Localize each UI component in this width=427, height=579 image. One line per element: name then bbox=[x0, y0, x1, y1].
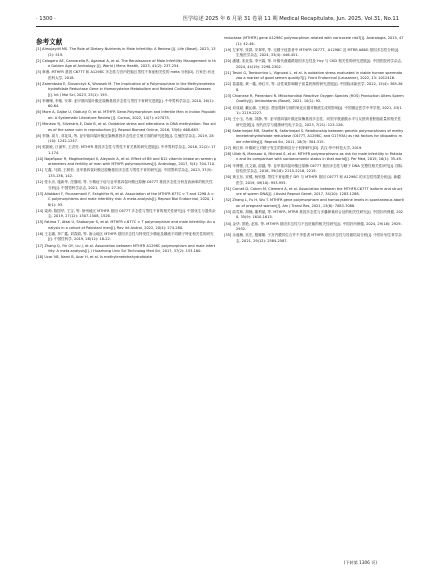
reference-item: [33] 曲雪林, 胡楠, 董利斌, 等. MTHFR, MTRR 基因多态性与多囊卵巢综合征的相关性研究[J]. 中国妇幼保健, 2020, 35(9): 1610-1615. bbox=[224, 209, 404, 220]
reference-item: [32] Zhang L, Fu H, Wu T. MTHFR gene polymorphism and homocysteine levels in spontaneous abortion of pregnant women[J]. Am J Transl Res, 2021, 13(6): 7083-7088. bbox=[224, 198, 405, 208]
reference-item: [34] 金华, 蔡艳, 赵伟, 等. MTHFR 基因多态性与不良妊娠的相关性研究[J]. 中国妇幼保健, 2024, 29(18): 2929-2932. bbox=[224, 221, 402, 231]
continued-note: (下转第 1306 页) bbox=[343, 560, 377, 565]
reference-item: [28] Ullah N, Mansoor A, Micheal S, et al. MTHFR polymorphisms as risk for male infertility in Pakistan and its comparison with socioeconomic status in that world[J]. Per Med, 2019, 16(1): 35-49. bbox=[224, 151, 403, 162]
reference-item: [19] 左家军, 张群, 安翠军, 等. 无精子症患者中 MTHFR C677T、A1298C 及 MTRR A66G 基因多态性分析[J]. 生殖医学杂志, 2024, 33(4): 446-451. bbox=[224, 47, 400, 58]
reference-item: [11] 左鑫, 马娟, 王树松. 亚甲基四氢叶酸还原酶基因多态性与男性不育的研究[J]. 中国男科学杂志, 2023, 37(5): 133-136, 142. bbox=[36, 168, 213, 178]
reference-item: [8] 李静, 周力, 邓花凤, 等. 亚甲基四氢叶酸还原酶基因多态性在生殖方面的研究进展[J]. 生殖医学杂志, 2019, 28(10): 1242-1247. bbox=[36, 133, 214, 144]
reference-item: [4] Zarembska E, Ślusarczyk K, Wrzosek M. The Implication of a Polymorphism in the Methylenetetrahydrofolate Reductase Gene in Homocysteine Metabolism and Related Civilisation Diseases [J]. Int J Mol Sci, 2023, 25(1): 193. bbox=[36, 81, 215, 97]
reference-item: [26] Safarinejad MR, Shafiei N, Safarinejad S. Relationship between genetic polymorphisms of methylenetetrahydrofolate reductase (C677T, A1298C, and G1793A) as risk factors for idiopathic male infertility[J]. Reprod Sci, 2011, 18(3): 304-315. bbox=[224, 128, 404, 144]
references-left-column bbox=[36, 47, 216, 261]
reference-item: [5] 李珊珊, 李敏, 安翠. 亚甲基四氢叶酸还原酶基因多态性与男性不育研究进展[J]. 中华男科学杂志, 2010, 16(1): 60-64. bbox=[36, 98, 215, 109]
reference-item: [21] Tesini G, Tamburrino L, Vignozzi L, et al. Is oxidative stress evaluated in viable human spermatozoa a marker of good semen quality?[J]. Front Endocrinol (Lausanne), 2022, 13: 1012416. bbox=[224, 70, 403, 81]
reference-item: [30] 黄玉东, 宋蝶, 杨钦强. 男性不育症精子 DFI 与 MTHFR 基因 C677T 和 A1298C 的多态性结果分析[J]. 新疆医学, 2019, 49(10): 953-955. bbox=[224, 175, 401, 185]
reference-item: [14] 索帅, 陈国华, 王宝, 等. 徐州地区 MTHFR 基因 C677T 多态性与男性不育的相关性研究[J]. 中国优生与遗传杂志, 2019, 27(12): 1507-1508, 1526. bbox=[36, 208, 216, 219]
reference-item: [3] 章谯. MTHFR 基因 C677T 和 A1298C 多态性与宫内妊娠区男性不育症相关性的 meta 分析[D]. 石家庄:河北医科大学, 2018. bbox=[36, 70, 215, 80]
page-number: · 1300 · bbox=[36, 16, 56, 22]
reference-item: [15] Fatima T, Afzal U, Shabaryar S, et al. MTHFR c.677C > T polymorphism and male infertility: An analysis in a cohort of Pakistani men[J]. Rev Int Androl, 2022, 20(4): 274-280. bbox=[36, 220, 216, 230]
reference-item: [20] 潘婕, 宋炎春, 李兴霖, 等. 叶酸代谢通路基因多态性及 Hcy 与 CKD 相关性的研究进展[J]. 中国医院药学杂志, 2024, 44(19): 2298-2302. bbox=[224, 59, 403, 69]
reference-item: [23] Chianese R, Pierantoni R. Mitochondrial Reactive Oxygen Species (ROS) Production Alters Sperm Quality[J]. Antioxidants (Basel), 2021, 10(1): 92. bbox=[224, 93, 404, 104]
reference-item: [9] 郭凯敏, 日丽军, 王洪亮. MTHFR 基因多态性与男性不育关系的研究进展[J]. 中华男科学杂志, 2016, 22(2): 171-174. bbox=[36, 145, 216, 155]
reference-item: [2] Calogero AE, Cannarella R, Agarwal A, et al. The Renaissance of Male Infertility Management in the Golden Age of Andrology [J]. World J Mens Health, 2023, 41(2): 237-254. bbox=[36, 58, 216, 69]
journal-info: 医学综述 2025 年 6 月第 31 卷第 11 期 Medical Recapitulate, Jun. 2025, Vol.31, No.11 bbox=[182, 16, 399, 22]
reference-item: [25] 王小玉, 马雨, 刘静, 等. 亚甲基四氢叶酸还原酶基因多态性、同型半胱氨酸水平与反胚育者胚胎质量的相关性研究进展[J]. 现代医学与健康研究电子杂志, 2023, 7(21): 123-126. bbox=[224, 117, 402, 127]
reference-item: [16] 王志娜, 李广鑫, 刘春娟, 等. 唐山地区 MTHFR 基因多态性与特发性少精症及精液不同精子特征相关性的研究[J]. 中国性科学, 2019, 28(12): 18-22. bbox=[36, 231, 214, 242]
reference-item: [29] 辛博蕾, 沈文斌, 邸越, 等. 亚甲基四氢叶酸还原酶 C677T 基因多态性与精子 DNA 完整性相关性研究[J]. 国际检验医学杂志, 2018, 39(18): 2215-2216, 2219. bbox=[224, 163, 403, 174]
reference-item: [6] More A, Gajbe U, Olatunji O, et al. MTHFR Gene-Polymorphism and Infertile Men in Indian Population: A Systematic Literature Review [J]. Cureus, 2022, 14(7): e27075. bbox=[36, 110, 216, 120]
reference-item: [18] Ucar VB, Nami B, Acar H, et al. Is methylenetetrahydrofolate bbox=[36, 255, 152, 260]
reference-item: [17] Zhang Q, Yin GY, Liu J, et al. Association between MTHFR A1298C polymorphism and male infertility: A meta-analysis[J]. J Huazhong Univ Sci Technolog Med Sci, 2017, 37(2): 153-160. bbox=[36, 243, 216, 253]
reference-item: [22] 葛嘉歆, 黄一鑫, 徐红平, 等. 活性氧影响精子质量机制的研究进展[J]. 中国临床新医学, 2022, 15(4): 365-368. bbox=[224, 82, 403, 92]
reference-item: [12] 张永乐, 施新华, 任继明, 等. 少精症子症与亚甲基四氢叶酸还原酶 C677T 基因多态性分析及致病率的相关性分析[J]. 中国男科学杂志, 2021, 35(2): 27-30. bbox=[36, 180, 213, 190]
reference-item: [10] Najafipour R, Moghbelinejad S, Aleyasin A, et al. Effect of B9 and B12 vitamin intake on semen parameters and fertility of men with MTHFR polymorphisms[J]. Andrology, 2017, 5(4): 704-710. bbox=[36, 156, 216, 167]
reference-item: [13] Aliakbari F, Pourzamanli F, Eshghifar N, et al. Association of the MTHFR 677C > T and 1298 A > C polymorphisms and male infertility risk: A meta-analysis[J]. Reprod Biol Endocrinol, 2020, 18(1): 93. bbox=[36, 191, 214, 207]
reference-item: [1] Almujaydil MS. The Role of Dietary Nutrients in Male Infertility: A Review [J]. Life (Basel), 2023, 13(2): 519. bbox=[36, 47, 216, 57]
references-heading: 参考文献 bbox=[36, 38, 63, 46]
reference-item: [24] 邓成斌, 戴沁瑜, 王树忠. 憩室脓肿与钠的氧化应激对精液生成的影响[J]. 中国循证医学中华学报, 2021, 43(11): 2219-2227. bbox=[224, 105, 402, 116]
reference-item: [31] Cornet D, Cohen M, Clement A, et al. Association between the MTHFR-C677T isoform and structure of sperm DNA[J]. J Assist Reprod Genet, 2017, 34(10): 1283-1288. bbox=[224, 186, 403, 197]
reference-item: [27] 黄红育. 叶酸缺乏对精子发生的影响及分子机制研究[D]. 武汉:华中科技大学, 2019. bbox=[224, 145, 363, 150]
references-right-column bbox=[224, 36, 404, 245]
reference-item: [7] Menezo YJ, Silvestris E, Dale B, et al. Oxidative stress and alterations in DNA methylation: Two sides of the same coin in reproduction [J]. Reprod Biomed Online, 2016, 33(6): 668-683. bbox=[36, 122, 216, 132]
reference-item: [35] 余盛楠, 吴宏, 殷娜娜. 子宫内膜异位合并不孕患者 MTHFR 基因多态性与妊娠结局分析[J]. 中国计划生育学杂志, 2021, 29(12): 2584-2587. bbox=[224, 233, 402, 243]
reference-item: reductase (MTHFR) gene A1298C polymorphism related with varicocele risk?[J]. Andrologia, 2015, 47(1): 42-46. bbox=[224, 36, 404, 46]
running-header bbox=[36, 14, 399, 27]
